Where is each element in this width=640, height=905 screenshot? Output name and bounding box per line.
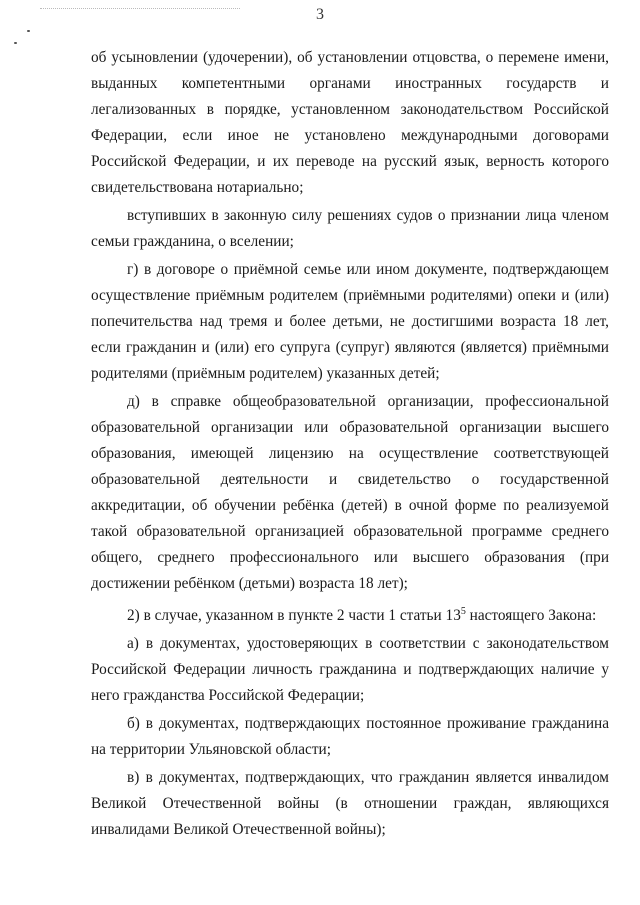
paragraph-continuation: об усыновлении (удочерении), об установлении отцовства, о перемене имени, выданных компетентными органами иностранных государств и легализованных в порядке, установленном законодательством Российской Федерации, если иное не установлено международными договорами Российской Федерации, и их переводе на русский язык, верность которого свидетельствована нотариально; (91, 49, 609, 196)
paragraph-item-2 (91, 599, 609, 629)
paragraph-item-2-text: 2) в случае, указанном в пункте 2 части 1 статьи 13 (127, 607, 461, 625)
paragraph-court-decisions: вступивших в законную силу решениях судов о признании лица членом семьи гражданина, о вселении; (91, 207, 609, 250)
paragraph-d: д) в справке общеобразовательной организации, профессиональной образовательной организации или образовательной организации высшего образования, имеющей лицензию на осуществление соответствующей образовательной деятельности и свидетельство о государственной аккредитации, об обучении ребёнка (детей) в очной форме по реализуемой такой образовательной организацией образовательной программе среднего общего, среднего профессионального или высшего образования (при достижении ребёнком (детьми) возраста 18 лет); (91, 393, 609, 592)
scan-speck (27, 30, 30, 32)
paragraph-a: а) в документах, удостоверяющих в соответствии с законодательством Российской Федерации личность гражданина и подтверждающих наличие у него гражданства Российской Федерации; (91, 635, 609, 705)
document-body (91, 45, 609, 845)
paragraph-v: в) в документах, подтверждающих, что гражданин является инвалидом Великой Отечественной войны (в отношении граждан, являющихся инвалидами Великой Отечественной войны); (91, 769, 609, 839)
scan-speck (14, 42, 17, 44)
article-superscript: 5 (460, 606, 466, 617)
paragraph-b: б) в документах, подтверждающих постоянное проживание гражданина на территории Ульяновской области; (91, 715, 609, 759)
paragraph-g: г) в договоре о приёмной семье или ином документе, подтверждающем осуществление приёмным родителем (приёмными родителями) опеки и (или) попечительства над тремя и более детьми, не достигшими возраста 18 лет, если гражданин и (или) его супруга (супруг) являются (является) приёмными родителями (приёмным родителем) указанных детей; (91, 261, 609, 382)
paragraph-item-2-tail: настоящего Закона: (465, 607, 597, 625)
page-number: 3 (316, 6, 324, 23)
